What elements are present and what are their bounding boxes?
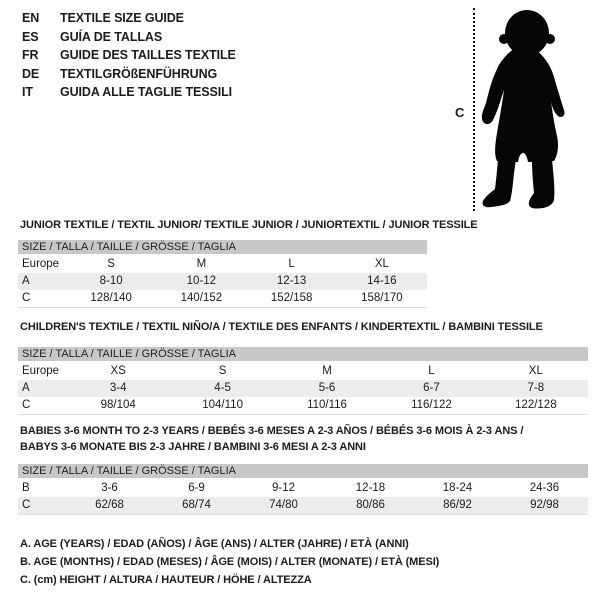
table-cell: 8-10 [99, 275, 123, 287]
babies-size-table [18, 464, 588, 515]
table-cell: XS [110, 365, 126, 377]
table-cell: 3-6 [101, 482, 118, 494]
table-cell: XL [374, 258, 389, 270]
language-title: GUIDE DES TAILLES TEXTILE [60, 48, 236, 63]
table-header-bar: SIZE / TALLA / TAILLE / GRÖSSE / TAGLIA [18, 347, 588, 361]
table-row [18, 380, 588, 397]
table-cell: M [322, 365, 332, 377]
row-label: C [22, 399, 31, 411]
table-cell: 92/98 [530, 499, 559, 511]
table-row [18, 256, 427, 273]
language-title: GUIDA ALLE TAGLIE TESSILI [60, 85, 233, 100]
language-title: GUÍA DE TALLAS [60, 29, 163, 44]
table-cell: M [196, 258, 207, 270]
table-cell: 10-12 [186, 275, 217, 287]
table-row [18, 497, 588, 514]
table-cell: 3-4 [109, 382, 127, 394]
table-cell: 140/152 [180, 292, 223, 304]
table-row [18, 290, 427, 307]
language-row [22, 83, 236, 102]
row-label: Europe [22, 365, 60, 377]
language-row [22, 65, 236, 84]
table-cell: 104/110 [202, 399, 243, 411]
table-title-line: BABYS 3-6 MONATE BIS 2-3 JAHRE / BAMBINI 3-6 MESI A 2-3 ANNI [20, 441, 366, 453]
table-cell: 80/86 [356, 499, 385, 511]
table-cell: 116/122 [411, 399, 452, 411]
table-cell: 86/92 [443, 499, 472, 511]
table-cell: 24-36 [529, 482, 560, 494]
footnote-line: A. AGE (YEARS) / EDAD (AÑOS) / ÂGE (ANS) / ALTER (JAHRE) / ETÀ (ANNI) [20, 538, 409, 550]
language-row [22, 46, 236, 65]
table-cell: 14-16 [367, 275, 397, 287]
language-code: DE [22, 66, 40, 81]
footnote-line: C. (cm) HEIGHT / ALTURA / HAUTEUR / HÖHE / ALTEZZA [20, 574, 312, 586]
table-cell: 68/74 [182, 499, 211, 511]
table-cell: 128/140 [90, 292, 132, 304]
table-cell: 4-5 [214, 382, 231, 394]
table-cell: 5-6 [318, 382, 336, 394]
table-cell: 6-9 [188, 482, 205, 494]
language-list [22, 9, 236, 102]
language-title: TEXTILGRÖßENFÜHRUNG [60, 66, 218, 81]
language-row [22, 9, 236, 28]
row-label: B [22, 482, 30, 494]
table-cell: L [288, 258, 295, 270]
height-marker-label: C [455, 105, 465, 120]
children-size-table [18, 347, 588, 415]
table-row [18, 363, 588, 380]
table-cell: 12-13 [276, 275, 307, 287]
row-label: C [22, 499, 31, 511]
table-cell: 9-12 [271, 482, 296, 494]
row-label: Europe [22, 258, 60, 270]
table-cell: L [428, 365, 435, 377]
table-cell: S [107, 258, 115, 270]
table-cell: 110/116 [307, 399, 347, 411]
junior-table-title [20, 217, 478, 233]
table-cell: 158/170 [361, 292, 403, 304]
table-cell: 62/68 [95, 499, 124, 511]
baby-silhouette [482, 9, 570, 209]
table-cell: 98/104 [100, 399, 136, 411]
junior-size-table [18, 240, 427, 308]
height-figure [450, 8, 585, 214]
table-cell: XL [528, 365, 543, 377]
table-cell: 12-18 [355, 482, 386, 494]
table-header-bar: SIZE / TALLA / TAILLE / GRÖSSE / TAGLIA [18, 464, 588, 478]
language-code: FR [22, 48, 39, 63]
language-code: IT [22, 85, 33, 100]
table-cell: 6-7 [423, 382, 440, 394]
table-row [18, 273, 427, 290]
language-row [22, 28, 236, 47]
height-dotted-line [473, 8, 475, 211]
table-header-bar: SIZE / TALLA / TAILLE / GRÖSSE / TAGLIA [18, 240, 427, 254]
language-code: EN [22, 11, 40, 25]
table-title-line: BABIES 3-6 MONTH TO 2-3 YEARS / BEBÉS 3-6 MESES A 2-3 AÑOS / BÉBÉS 3-6 MOIS À 2-3 ANS / [20, 425, 524, 437]
language-title: TEXTILE SIZE GUIDE [60, 11, 184, 25]
table-cell: 18-24 [442, 482, 473, 494]
table-cell: 152/158 [270, 292, 313, 304]
table-cell: 74/80 [269, 499, 298, 511]
row-label: A [22, 382, 30, 394]
children-table-title [20, 319, 543, 335]
table-cell: 122/128 [515, 399, 557, 411]
table-cell: 7-8 [527, 382, 545, 394]
babies-table-title [20, 423, 523, 455]
row-label: A [22, 275, 30, 287]
language-code: ES [22, 29, 39, 44]
table-row [18, 397, 588, 414]
table-cell: S [218, 365, 227, 377]
footnote-line: B. AGE (MONTHS) / EDAD (MESES) / ÂGE (MOIS) / ALTER (MONATE) / ETÀ (MESI) [20, 556, 440, 568]
row-label: C [22, 292, 31, 304]
table-row [18, 480, 588, 497]
table-title-line: CHILDREN'S TEXTILE / TEXTIL NIÑO/A / TEXTILE DES ENFANTS / KINDERTEXTIL / BAMBINI TESSILE [20, 321, 543, 333]
footnotes [20, 535, 439, 589]
table-title-line: JUNIOR TEXTILE / TEXTIL JUNIOR/ TEXTILE JUNIOR / JUNIORTEXTIL / JUNIOR TESSILE [20, 219, 478, 231]
